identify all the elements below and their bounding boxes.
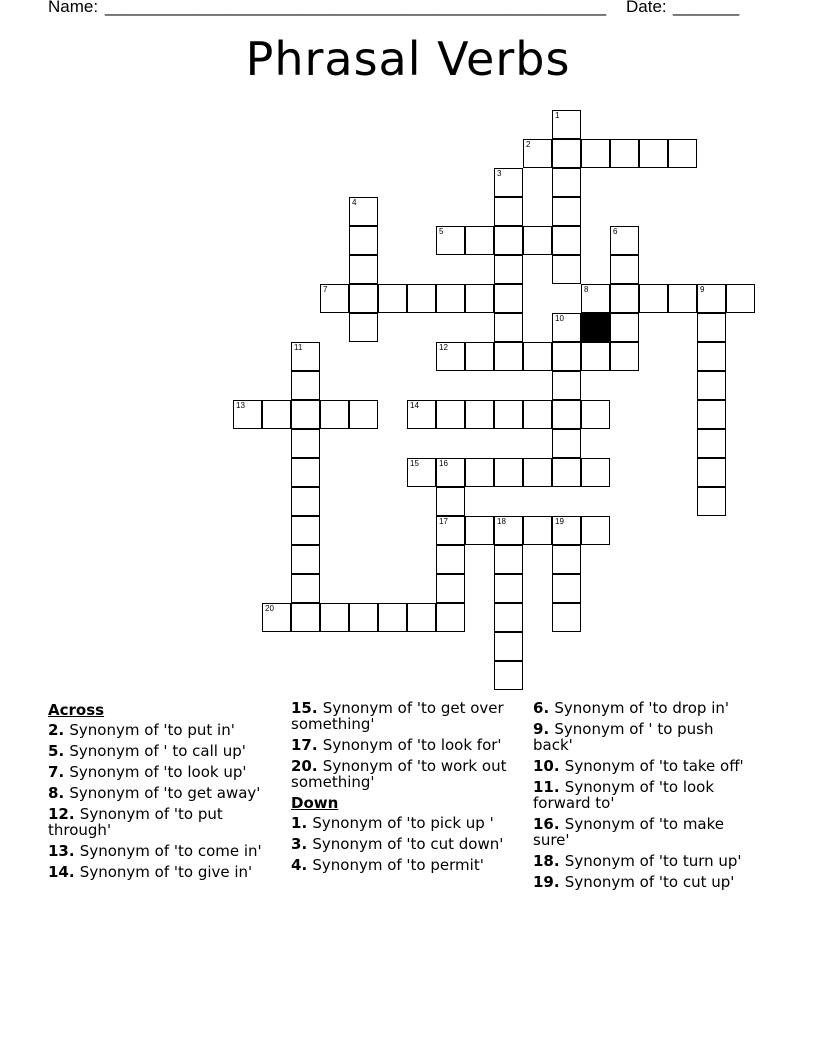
crossword-cell[interactable] — [552, 255, 581, 284]
clue-number: 11 — [294, 343, 303, 352]
crossword-cell[interactable] — [552, 574, 581, 603]
clue-column-3 — [533, 700, 755, 895]
clue-item-text: Synonym of 'to give in' — [79, 863, 253, 881]
crossword-cell[interactable] — [610, 342, 639, 371]
black-cell — [581, 313, 610, 342]
crossword-cell[interactable] — [349, 603, 378, 632]
clue-item-text: Synonym of 'to pick up ' — [312, 814, 494, 832]
clue-item-number: 1 — [291, 814, 302, 832]
crossword-cell[interactable] — [697, 400, 726, 429]
crossword-cell[interactable] — [465, 226, 494, 255]
crossword-cell[interactable] — [465, 516, 494, 545]
clue-item-text: Synonym of 'to drop in' — [554, 699, 730, 717]
crossword-cell[interactable] — [407, 284, 436, 313]
crossword-cell[interactable] — [581, 284, 610, 313]
clue-item-text: Synonym of 'to work out something' — [291, 757, 507, 791]
crossword-cell[interactable] — [552, 429, 581, 458]
clue-item-number: 9 — [533, 720, 544, 738]
clue-item-number: 7 — [48, 763, 59, 781]
clue-item: 16. Synonym of 'to make sure' — [533, 815, 725, 849]
clue-column-2 — [291, 700, 513, 878]
crossword-cell[interactable] — [494, 458, 523, 487]
clue-item-text: Synonym of 'to cut up' — [564, 873, 735, 891]
crossword-cell[interactable] — [349, 255, 378, 284]
clue-item-text: Synonym of 'to put through' — [48, 805, 223, 839]
crossword-cell[interactable] — [436, 400, 465, 429]
clue-item-text: Synonym of 'to come in' — [79, 842, 262, 860]
clue-column-1 — [48, 700, 270, 885]
clue-item-text: Synonym of 'to look forward to' — [533, 778, 715, 812]
crossword-cell[interactable] — [291, 574, 320, 603]
crossword-cell[interactable] — [610, 139, 639, 168]
crossword-cell[interactable] — [639, 284, 668, 313]
crossword-cell[interactable] — [523, 458, 552, 487]
crossword-cell[interactable] — [320, 284, 349, 313]
crossword-cell[interactable] — [494, 574, 523, 603]
crossword-cell[interactable] — [639, 139, 668, 168]
clue-item-text: Synonym of 'to look up' — [69, 763, 247, 781]
crossword-cell[interactable] — [494, 255, 523, 284]
crossword-cell[interactable] — [697, 429, 726, 458]
crossword-cell[interactable] — [465, 400, 494, 429]
down-heading: Down — [291, 794, 339, 812]
date-field[interactable]: _______ — [673, 0, 740, 16]
crossword-cell[interactable] — [436, 458, 465, 487]
crossword-cell[interactable] — [436, 603, 465, 632]
clue-item-number: 12 — [48, 805, 69, 823]
crossword-cell[interactable] — [610, 313, 639, 342]
crossword-cell[interactable] — [726, 284, 755, 313]
clue-item: 11. Synonym of 'to look forward to' — [533, 778, 715, 812]
clue-item: 15. Synonym of 'to get over something' — [291, 699, 504, 733]
clue-item-number: 17 — [291, 736, 312, 754]
clue-number: 20 — [265, 604, 274, 613]
crossword-cell[interactable] — [697, 284, 726, 313]
clue-item: 8. Synonym of 'to get away' — [48, 784, 261, 802]
crossword-cell[interactable] — [494, 661, 523, 690]
clue-number: 6 — [613, 227, 618, 236]
clue-item: 12. Synonym of 'to put through' — [48, 805, 223, 839]
crossword-cell[interactable] — [552, 313, 581, 342]
crossword-cell[interactable] — [436, 226, 465, 255]
crossword-cell[interactable] — [494, 313, 523, 342]
clue-item-number: 13 — [48, 842, 69, 860]
clue-item: 20. Synonym of 'to work out something' — [291, 757, 507, 791]
clue-item-text: Synonym of 'to permit' — [312, 856, 484, 874]
crossword-cell[interactable] — [523, 516, 552, 545]
crossword-cell[interactable] — [552, 110, 581, 139]
crossword-cell[interactable] — [291, 429, 320, 458]
clue-number: 12 — [439, 343, 448, 352]
crossword-cell[interactable] — [581, 400, 610, 429]
crossword-cell[interactable] — [552, 342, 581, 371]
clue-item-number: 5 — [48, 742, 59, 760]
crossword-cell[interactable] — [378, 284, 407, 313]
clue-item: 19. Synonym of 'to cut up' — [533, 873, 735, 891]
clue-item-text: Synonym of 'to get over something' — [291, 699, 504, 733]
clue-number: 3 — [497, 169, 502, 178]
crossword-cell[interactable] — [378, 603, 407, 632]
clue-item: 6. Synonym of 'to drop in' — [533, 699, 730, 717]
clue-item: 14. Synonym of 'to give in' — [48, 863, 253, 881]
crossword-cell[interactable] — [291, 400, 320, 429]
clue-item-number: 11 — [533, 778, 554, 796]
crossword-cell[interactable] — [407, 603, 436, 632]
crossword-cell[interactable] — [610, 255, 639, 284]
clue-number: 10 — [555, 314, 564, 323]
clue-item-number: 10 — [533, 757, 554, 775]
clue-item: 7. Synonym of 'to look up' — [48, 763, 247, 781]
clue-item: 5. Synonym of ' to call up' — [48, 742, 246, 760]
clue-item: 18. Synonym of 'to turn up' — [533, 852, 742, 870]
clue-item-number: 6 — [533, 699, 544, 717]
clue-item-number: 14 — [48, 863, 69, 881]
crossword-cell[interactable] — [552, 226, 581, 255]
crossword-cell[interactable] — [436, 574, 465, 603]
crossword-cell[interactable] — [349, 313, 378, 342]
clue-item-number: 19 — [533, 873, 554, 891]
crossword-cell[interactable] — [291, 545, 320, 574]
clue-item-number: 4 — [291, 856, 302, 874]
crossword-cell[interactable] — [262, 603, 291, 632]
crossword-cell[interactable] — [581, 516, 610, 545]
clue-number: 9 — [700, 285, 705, 294]
clue-item-text: Synonym of 'to get away' — [69, 784, 261, 802]
page-title: Phrasal Verbs — [245, 32, 571, 86]
crossword-cell[interactable] — [697, 487, 726, 516]
crossword-cell[interactable] — [552, 371, 581, 400]
clue-number: 1 — [555, 111, 560, 120]
clue-number: 14 — [410, 401, 419, 410]
clue-number: 16 — [439, 459, 448, 468]
crossword-cell[interactable] — [465, 458, 494, 487]
clue-item-number: 15 — [291, 699, 312, 717]
clue-number: 13 — [236, 401, 245, 410]
clue-item-text: Synonym of 'to make sure' — [533, 815, 725, 849]
crossword-cell[interactable] — [291, 603, 320, 632]
crossword-cell[interactable] — [436, 516, 465, 545]
crossword-cell[interactable] — [494, 545, 523, 574]
crossword-cell[interactable] — [552, 545, 581, 574]
crossword-cell[interactable] — [494, 603, 523, 632]
crossword-cell[interactable] — [610, 226, 639, 255]
clue-item-number: 16 — [533, 815, 554, 833]
crossword-cell[interactable] — [581, 342, 610, 371]
crossword-cell[interactable] — [494, 400, 523, 429]
crossword-cell[interactable] — [581, 458, 610, 487]
crossword-cell[interactable] — [552, 400, 581, 429]
name-label: Name: — [48, 0, 99, 16]
crossword-cell[interactable] — [465, 342, 494, 371]
date-label: Date: — [626, 0, 667, 16]
clue-number: 7 — [323, 285, 328, 294]
crossword-cell[interactable] — [552, 603, 581, 632]
crossword-cell[interactable] — [552, 197, 581, 226]
crossword-cell[interactable] — [494, 516, 523, 545]
crossword-cell[interactable] — [494, 197, 523, 226]
crossword-cell[interactable] — [349, 284, 378, 313]
crossword-cell[interactable] — [697, 371, 726, 400]
clue-item-number: 2 — [48, 721, 59, 739]
crossword-cell[interactable] — [494, 168, 523, 197]
clue-item-number: 18 — [533, 852, 554, 870]
crossword-cell[interactable] — [581, 139, 610, 168]
crossword-cell[interactable] — [494, 226, 523, 255]
clue-item-text: Synonym of 'to turn up' — [564, 852, 742, 870]
crossword-cell[interactable] — [523, 400, 552, 429]
crossword-cell[interactable] — [320, 603, 349, 632]
crossword-cell[interactable] — [233, 400, 262, 429]
clue-item: 2. Synonym of 'to put in' — [48, 721, 235, 739]
crossword-cell[interactable] — [697, 458, 726, 487]
clue-number: 2 — [526, 140, 531, 149]
crossword-cell[interactable] — [465, 284, 494, 313]
clue-item-number: 8 — [48, 784, 59, 802]
clue-item-text: Synonym of ' to push back' — [533, 720, 714, 754]
clue-item-text: Synonym of 'to look for' — [322, 736, 502, 754]
clue-item-number: 3 — [291, 835, 302, 853]
clue-item-text: Synonym of 'to take off' — [564, 757, 744, 775]
crossword-cell[interactable] — [291, 458, 320, 487]
clue-item-text: Synonym of ' to call up' — [69, 742, 246, 760]
name-field[interactable]: _____________________________________________________ — [105, 0, 607, 16]
crossword-cell[interactable] — [436, 487, 465, 516]
clue-item-text: Synonym of 'to cut down' — [312, 835, 504, 853]
crossword-cell[interactable] — [436, 545, 465, 574]
crossword-cell[interactable] — [552, 139, 581, 168]
clue-item: 10. Synonym of 'to take off' — [533, 757, 744, 775]
clue-item: 3. Synonym of 'to cut down' — [291, 835, 504, 853]
crossword-cell[interactable] — [697, 313, 726, 342]
crossword-cell[interactable] — [262, 400, 291, 429]
crossword-cell[interactable] — [668, 139, 697, 168]
crossword-cell[interactable] — [494, 342, 523, 371]
crossword-cell[interactable] — [349, 197, 378, 226]
crossword-cell[interactable] — [407, 400, 436, 429]
crossword-cell[interactable] — [291, 516, 320, 545]
clue-item-number: 20 — [291, 757, 312, 775]
crossword-cell[interactable] — [349, 226, 378, 255]
crossword-cell[interactable] — [494, 284, 523, 313]
crossword-cell[interactable] — [523, 226, 552, 255]
clue-item: 13. Synonym of 'to come in' — [48, 842, 262, 860]
clue-item-text: Synonym of 'to put in' — [69, 721, 235, 739]
crossword-cell[interactable] — [552, 168, 581, 197]
crossword-cell[interactable] — [552, 516, 581, 545]
crossword-cell[interactable] — [436, 284, 465, 313]
crossword-cell[interactable] — [349, 400, 378, 429]
clue-number: 8 — [584, 285, 589, 294]
crossword-cell[interactable] — [320, 400, 349, 429]
crossword-cell[interactable] — [436, 342, 465, 371]
across-heading: Across — [48, 701, 105, 719]
clue-item: 4. Synonym of 'to permit' — [291, 856, 484, 874]
clue-number: 19 — [555, 517, 564, 526]
clue-number: 4 — [352, 198, 357, 207]
clue-number: 5 — [439, 227, 444, 236]
crossword-cell[interactable] — [697, 342, 726, 371]
crossword-cell[interactable] — [494, 632, 523, 661]
clue-number: 18 — [497, 517, 506, 526]
clue-item: 1. Synonym of 'to pick up ' — [291, 814, 494, 832]
crossword-cell[interactable] — [291, 371, 320, 400]
crossword-cell[interactable] — [523, 342, 552, 371]
crossword-cell[interactable] — [668, 284, 697, 313]
crossword-cell[interactable] — [523, 139, 552, 168]
crossword-cell[interactable] — [552, 458, 581, 487]
crossword-cell[interactable] — [407, 458, 436, 487]
clue-number: 15 — [410, 459, 419, 468]
crossword-cell[interactable] — [610, 284, 639, 313]
clue-item: 9. Synonym of ' to push back' — [533, 720, 714, 754]
clue-number: 17 — [439, 517, 448, 526]
crossword-cell[interactable] — [291, 342, 320, 371]
crossword-cell[interactable] — [291, 487, 320, 516]
clue-item: 17. Synonym of 'to look for' — [291, 736, 502, 754]
